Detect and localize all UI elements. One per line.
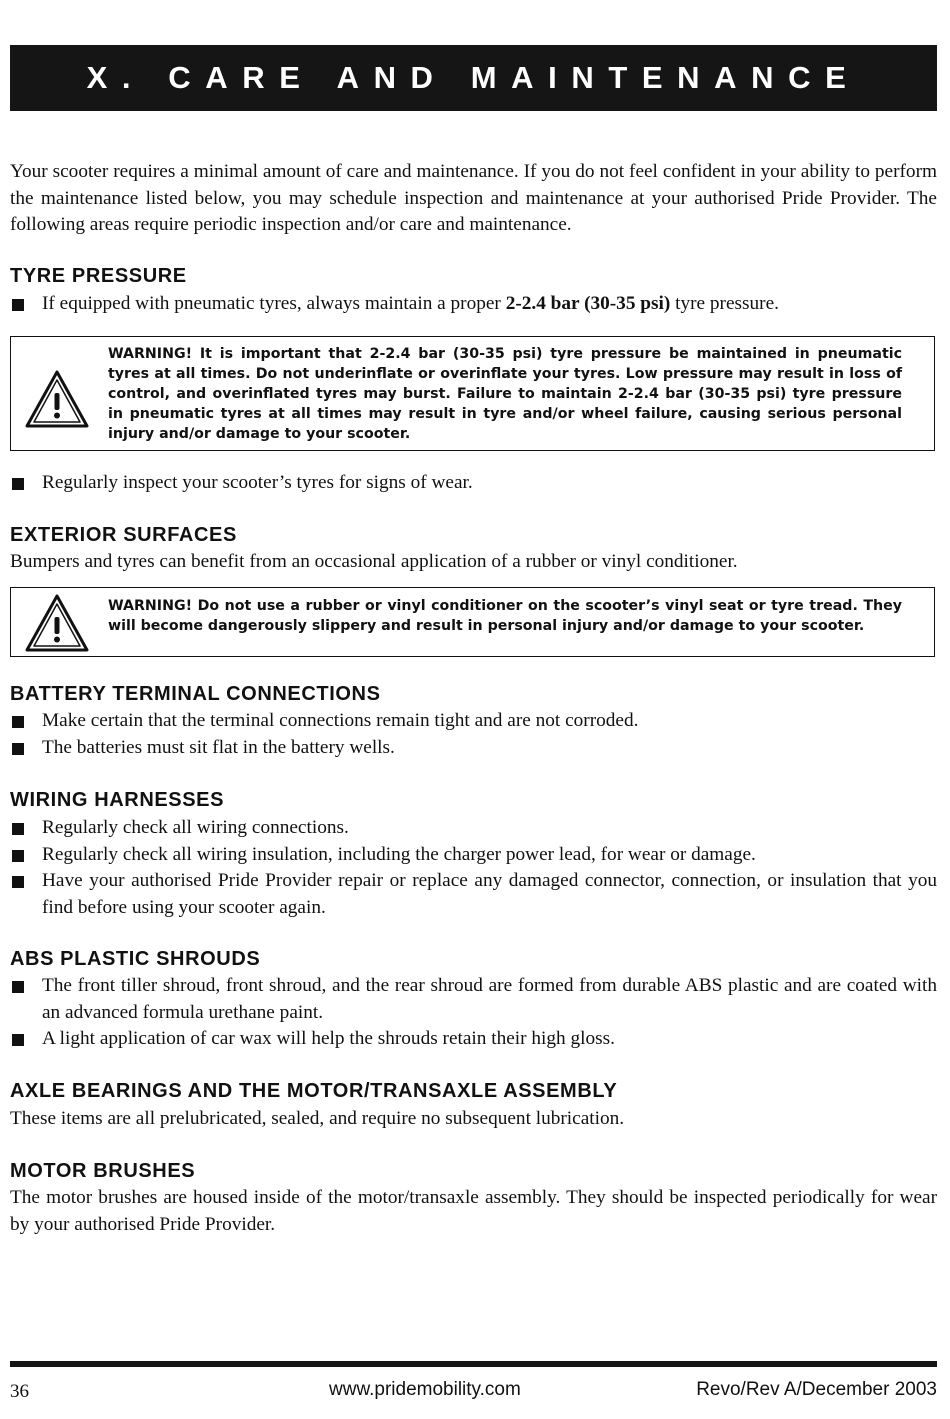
exterior-surfaces-heading: EXTERIOR SURFACES [10,524,237,546]
warning-triangle-icon [25,593,89,658]
list-item: Regularly check all wiring insulation, including the charger power lead, for wear or damage. [10,842,937,869]
abs-list [10,973,937,1053]
section-title-bar [10,45,937,111]
tyre-wear-list [10,470,937,497]
page-title: X. CARE AND MAINTENANCE [86,60,861,95]
square-bullet-icon [12,743,24,755]
list-item: A light application of car wax will help the shrouds retain their high gloss. [10,1026,937,1053]
motor-brushes-heading: MOTOR BRUSHES [10,1160,196,1182]
battery-list [10,708,937,761]
intro-paragraph: Your scooter requires a minimal amount of care and maintenance. If you do not feel confident in your ability to perform the maintenance listed below, you may schedule inspection and maintenance at your authorised Pride Provider. The following areas require periodic inspection and/or care and maintenance. [10,161,937,235]
exterior-surfaces-text: Bumpers and tyres can benefit from an occasional application of a rubber or vinyl conditioner. [10,551,738,572]
wiring-list [10,815,937,921]
tyre-warning-box [10,336,935,451]
list-item: Regularly inspect your scooter’s tyres for signs of wear. [10,470,937,497]
list-item: Have your authorised Pride Provider repair or replace any damaged connector, connection, or insulation that you find before using your scooter again. [10,868,937,921]
tyre-pressure-list [10,291,937,318]
warning-text: WARNING! It is important that 2-2.4 bar (30-35 psi) tyre pressure be maintained in pneumatic tyres at all times. Do not underinflate or overinflate your tyres. Low pressure may result in loss of control, and overinflated tyres may burst. Failure to maintain 2-2.4 bar (30-35 psi) tyre pressure in pneumatic tyres at all times may result in tyre and/or wheel failure, causing serious personal injury and/or damage to your scooter. [108,346,902,442]
square-bullet-icon [12,1034,24,1046]
battery-heading: BATTERY TERMINAL CONNECTIONS [10,683,381,705]
list-item: Make certain that the terminal connections remain tight and are not corroded. [10,708,937,735]
square-bullet-icon [12,299,24,311]
warning-text: WARNING! Do not use a rubber or vinyl conditioner on the scooter’s vinyl seat or tyre tread. They will become dangerously slippery and result in personal injury and/or damage to your scooter. [108,598,902,634]
square-bullet-icon [12,850,24,862]
square-bullet-icon [12,981,24,993]
list-item: If equipped with pneumatic tyres, always maintain a proper 2-2.4 bar (30-35 psi) tyre pressure. [10,291,937,318]
list-item: Regularly check all wiring connections. [10,815,937,842]
warning-triangle-icon [25,369,89,434]
axle-bearings-text: These items are all prelubricated, sealed, and require no subsequent lubrication. [10,1108,625,1129]
tyre-pressure-heading: TYRE PRESSURE [10,265,187,287]
square-bullet-icon [12,716,24,728]
square-bullet-icon [12,478,24,490]
footer-url: www.pridemobility.com [329,1379,521,1400]
exterior-warning-box [10,587,935,657]
abs-shrouds-heading: ABS PLASTIC SHROUDS [10,948,261,970]
footer-rule [10,1361,937,1367]
motor-brushes-text: The motor brushes are housed inside of the motor/transaxle assembly. They should be inspected periodically for wear by your authorised Pride Provider. [10,1187,937,1235]
axle-bearings-heading: AXLE BEARINGS AND THE MOTOR/TRANSAXLE ASSEMBLY [10,1080,618,1102]
footer-revision: Revo/Rev A/December 2003 [696,1379,937,1400]
list-item: The front tiller shroud, front shroud, and the rear shroud are formed from durable ABS plastic and are coated with an advanced formula urethane paint. [10,973,937,1026]
page-number: 36 [10,1381,29,1402]
square-bullet-icon [12,823,24,835]
wiring-heading: WIRING HARNESSES [10,789,225,811]
square-bullet-icon [12,876,24,888]
list-item: The batteries must sit flat in the battery wells. [10,735,937,762]
